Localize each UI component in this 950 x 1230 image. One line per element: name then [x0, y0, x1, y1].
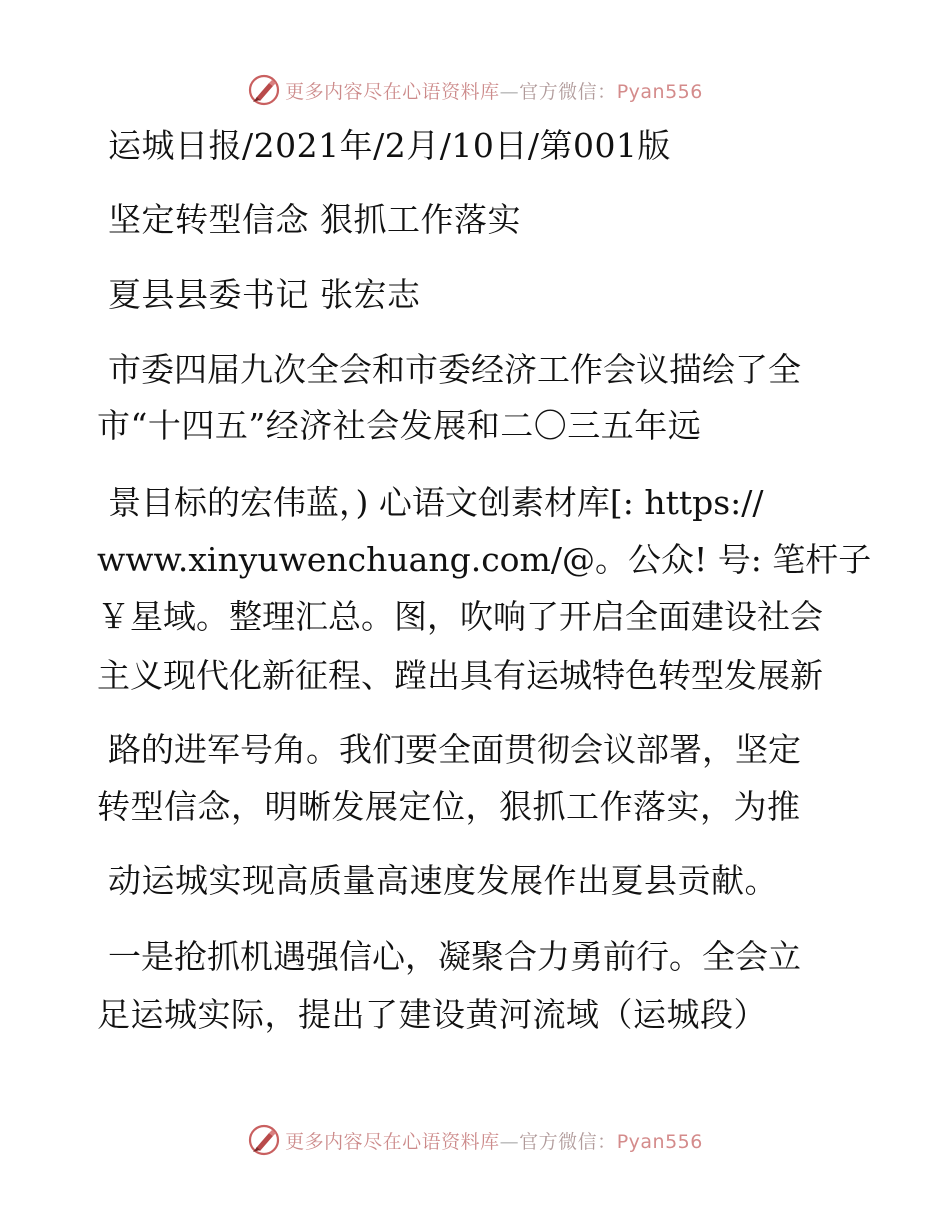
watermark-text	[285, 77, 703, 104]
watermark-brand: 更多内容尽在心语资料库	[285, 1130, 500, 1153]
watermark-label: 官方微信：	[519, 80, 617, 103]
watermark-wechat: Pyan556	[616, 80, 703, 103]
article-author: 夏县县委书记 张宏志	[108, 275, 421, 314]
body-line-6: 主义现代化新征程、蹚出具有运城特色转型发展新	[97, 656, 823, 695]
watermark-wechat: Pyan556	[616, 1130, 703, 1153]
body-line-5: ￥星域。整理汇总。图，吹响了开启全面建设社会	[97, 597, 823, 636]
body-line-10: 一是抢抓机遇强信心，凝聚合力勇前行。全会立	[108, 937, 801, 976]
watermark-label: 官方微信：	[519, 1130, 617, 1153]
watermark-separator: —	[499, 80, 520, 103]
body-line-4: www.xinyuwenchuang.com/@。公众! 号: 笔杆子	[97, 540, 872, 579]
watermark-separator: —	[499, 1130, 520, 1153]
pen-logo-icon	[247, 73, 281, 107]
watermark-banner-bottom	[0, 1120, 950, 1160]
body-line-1: 市委四届九次全会和市委经济工作会议描绘了全	[108, 350, 801, 389]
watermark-text	[285, 1127, 703, 1154]
body-line-9: 动运城实现高质量高速度发展作出夏县贡献。	[108, 861, 778, 900]
body-line-8: 转型信念，明晰发展定位，狠抓工作落实，为推	[97, 787, 801, 826]
body-line-7: 路的进军号角。我们要全面贯彻会议部署，坚定	[108, 730, 801, 769]
body-line-11: 足运城实际，提出了建设黄河流域（运城段）	[97, 995, 767, 1034]
body-line-3: 景目标的宏伟蓝，) 心语文创素材库[: https://	[108, 483, 764, 522]
doc-source-line: 运城日报/2021年/2月/10日/第001版	[108, 126, 671, 165]
watermark-banner-top	[0, 70, 950, 110]
watermark-brand: 更多内容尽在心语资料库	[285, 80, 500, 103]
body-line-2: 市“十四五”经济社会发展和二〇三五年远	[97, 406, 702, 445]
article-title: 坚定转型信念 狠抓工作落实	[108, 200, 521, 239]
pen-logo-icon	[247, 1123, 281, 1157]
